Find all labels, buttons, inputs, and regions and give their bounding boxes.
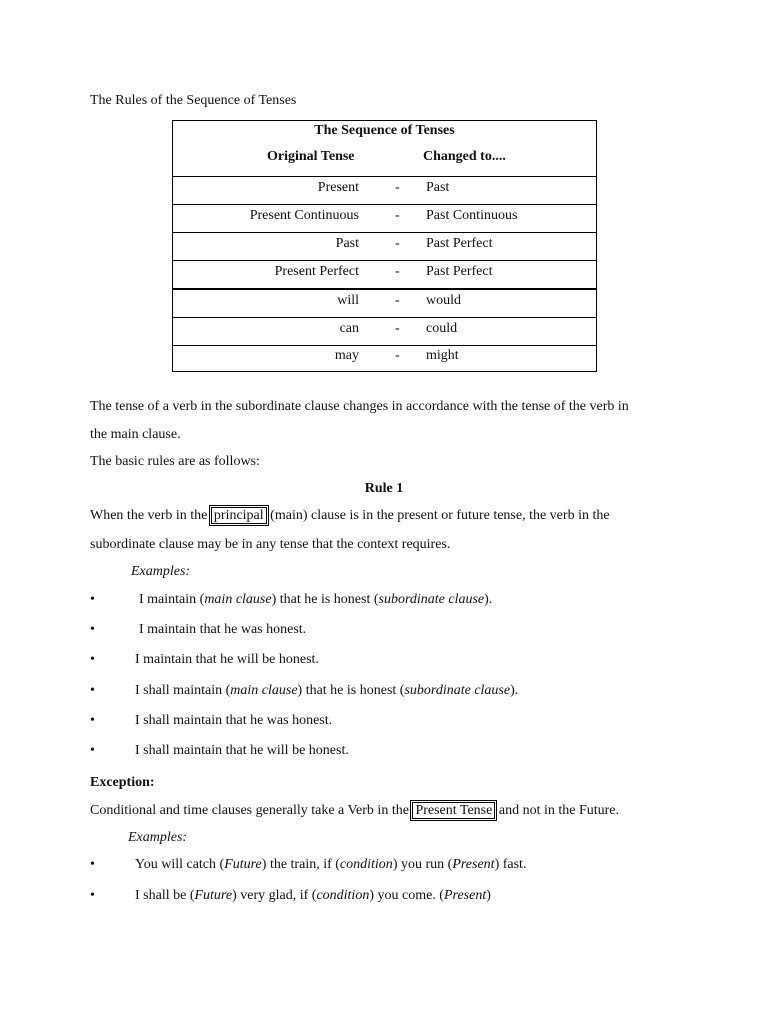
table-title: The Sequence of Tenses bbox=[314, 123, 455, 138]
table-row bbox=[173, 317, 596, 346]
exception-heading: Exception: bbox=[90, 775, 155, 790]
bullet-icon: • bbox=[90, 888, 95, 903]
table-row bbox=[173, 260, 596, 290]
rule-1-heading: Rule 1 bbox=[364, 481, 404, 496]
examples-label: Examples: bbox=[128, 830, 188, 845]
bullet-icon: • bbox=[90, 622, 95, 637]
list-item bbox=[90, 622, 307, 638]
original-tense-cell: can bbox=[339, 321, 359, 336]
changed-tense-cell: might bbox=[426, 348, 459, 363]
original-tense-cell: may bbox=[334, 348, 359, 363]
intro-line-1: The tense of a verb in the subordinate clause changes in accordance with the tense of the verb in bbox=[90, 399, 629, 414]
italic-run: main clause bbox=[230, 683, 298, 698]
list-item bbox=[90, 592, 493, 608]
bullet-icon: • bbox=[90, 857, 95, 872]
bullet-icon: • bbox=[90, 683, 95, 698]
italic-run: subordinate clause bbox=[378, 592, 485, 607]
italic-run: Future bbox=[224, 857, 262, 872]
changed-tense-cell: would bbox=[426, 293, 461, 308]
exception-paragraph bbox=[90, 803, 690, 819]
changed-tense-cell: Past Perfect bbox=[426, 236, 493, 251]
changed-tense-cell: could bbox=[426, 321, 458, 336]
italic-run: Present bbox=[452, 857, 495, 872]
boxed-term-principal: principal bbox=[211, 507, 267, 524]
text-run: ) you come. ( bbox=[369, 888, 444, 903]
dash-separator: - bbox=[395, 180, 400, 195]
sequence-of-tenses-table bbox=[172, 120, 597, 372]
dash-separator: - bbox=[395, 208, 400, 223]
table-row bbox=[173, 232, 596, 261]
text-run: I shall maintain ( bbox=[135, 683, 231, 698]
original-tense-cell: Present bbox=[317, 180, 359, 195]
list-item bbox=[90, 743, 349, 759]
text-run: Conditional and time clauses generally take a Verb in the bbox=[90, 803, 413, 818]
changed-tense-cell: Past bbox=[426, 180, 450, 195]
italic-run: Present bbox=[443, 888, 487, 903]
column-header-changed: Changed to.... bbox=[423, 149, 506, 164]
table-row bbox=[173, 176, 596, 205]
original-tense-cell: Present Perfect bbox=[274, 264, 359, 279]
text-run: ) bbox=[486, 888, 491, 903]
original-tense-cell: Past bbox=[335, 236, 359, 251]
text-run: (main) clause is in the present or future tense, the verb in the bbox=[266, 508, 610, 523]
text-run: You will catch ( bbox=[135, 857, 225, 872]
text-run: When the verb in the bbox=[90, 508, 211, 523]
example-text bbox=[135, 888, 491, 904]
italic-run: condition bbox=[316, 888, 370, 903]
text-run: ) that he is honest ( bbox=[271, 592, 379, 607]
intro-line-3: The basic rules are as follows: bbox=[90, 454, 260, 469]
bullet-icon: • bbox=[90, 743, 95, 758]
changed-tense-cell: Past Continuous bbox=[426, 208, 518, 223]
text-run: I shall be ( bbox=[135, 888, 195, 903]
text-run: ) fast. bbox=[494, 857, 527, 872]
example-text: I shall maintain that he was honest. bbox=[135, 713, 333, 728]
text-run: and not in the Future. bbox=[495, 803, 620, 818]
dash-separator: - bbox=[395, 348, 400, 363]
table-header bbox=[173, 121, 596, 177]
text-run: ). bbox=[510, 683, 519, 698]
rule-1-paragraph-line-1 bbox=[90, 508, 690, 524]
bullet-icon: • bbox=[90, 652, 95, 667]
list-item bbox=[90, 857, 527, 873]
text-run: ) very glad, if ( bbox=[232, 888, 317, 903]
list-item bbox=[90, 683, 519, 699]
text-run: ) the train, if ( bbox=[261, 857, 340, 872]
text-run: ) that he is honest ( bbox=[297, 683, 405, 698]
example-text bbox=[135, 857, 526, 873]
table-row bbox=[173, 204, 596, 233]
list-item bbox=[90, 888, 491, 904]
boxed-term-present-tense: Present Tense bbox=[412, 802, 495, 819]
original-tense-cell: will bbox=[337, 293, 359, 308]
italic-run: subordinate clause bbox=[404, 683, 511, 698]
italic-run: Future bbox=[194, 888, 233, 903]
dash-separator: - bbox=[395, 236, 400, 251]
document-title: The Rules of the Sequence of Tenses bbox=[90, 93, 297, 108]
italic-run: condition bbox=[339, 857, 393, 872]
dash-separator: - bbox=[395, 293, 400, 308]
bullet-icon: • bbox=[90, 713, 95, 728]
bullet-icon: • bbox=[90, 592, 95, 607]
list-item bbox=[90, 652, 319, 668]
example-text: I shall maintain that he will be honest. bbox=[135, 743, 349, 758]
table-row bbox=[173, 289, 596, 318]
original-tense-cell: Present Continuous bbox=[249, 208, 359, 223]
changed-tense-cell: Past Perfect bbox=[426, 264, 493, 279]
dash-separator: - bbox=[395, 264, 400, 279]
example-text: I maintain that he was honest. bbox=[139, 622, 307, 637]
text-run: ) you run ( bbox=[392, 857, 453, 872]
text-run: I maintain ( bbox=[139, 592, 205, 607]
examples-label: Examples: bbox=[131, 564, 191, 579]
example-text: I maintain that he will be honest. bbox=[135, 652, 319, 667]
rule-1-paragraph-line-2: subordinate clause may be in any tense that the context requires. bbox=[90, 537, 451, 552]
column-header-original: Original Tense bbox=[267, 149, 355, 164]
list-item bbox=[90, 713, 333, 729]
dash-separator: - bbox=[395, 321, 400, 336]
italic-run: main clause bbox=[204, 592, 272, 607]
text-run: ). bbox=[484, 592, 493, 607]
table-row bbox=[173, 344, 596, 372]
intro-line-2: the main clause. bbox=[90, 427, 181, 442]
example-text bbox=[139, 592, 492, 608]
example-text bbox=[135, 683, 518, 699]
